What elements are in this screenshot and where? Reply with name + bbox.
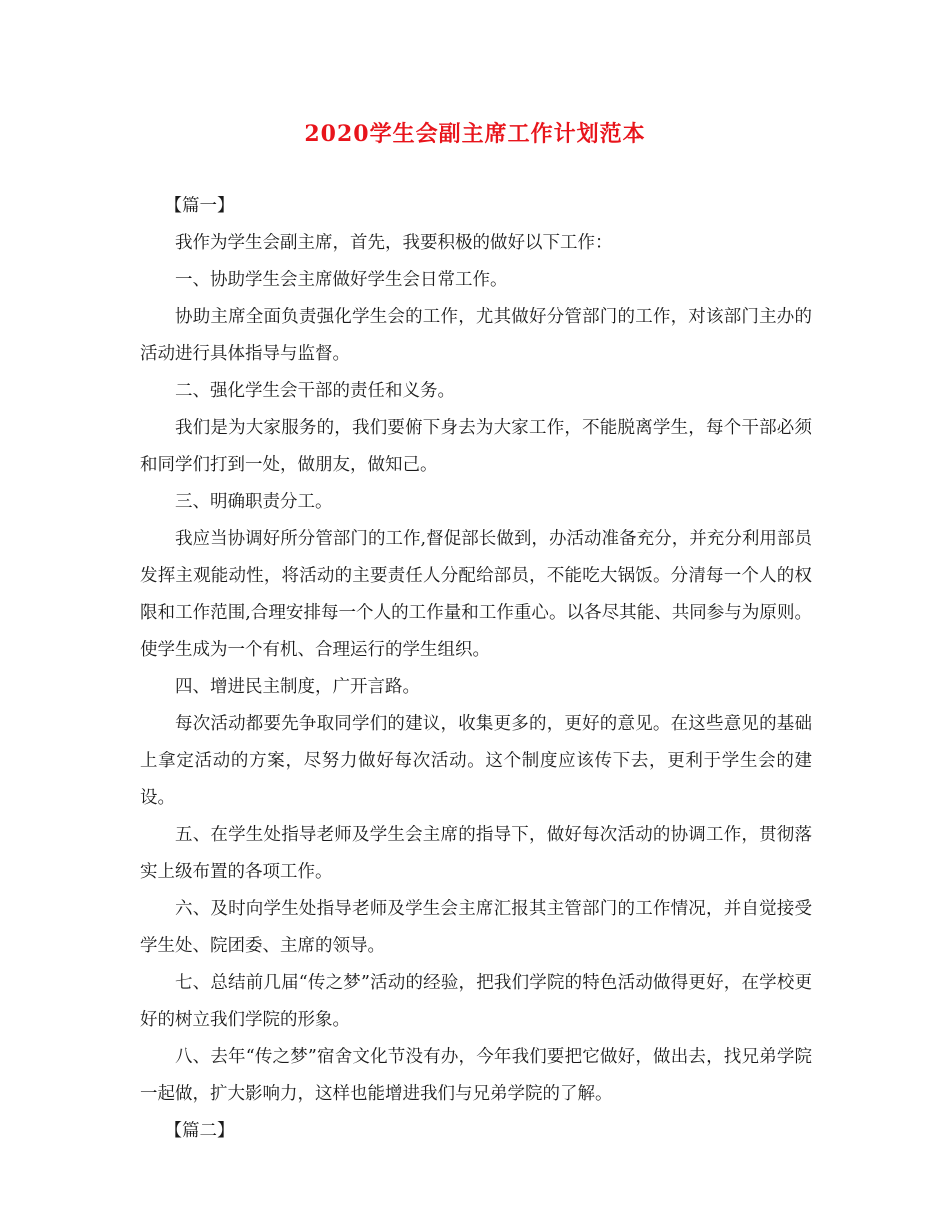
paragraph: 七、总结前几届“传之梦”活动的经验，把我们学院的特色活动做得更好，在学校更好的树立我们学院的形象。 — [140, 973, 812, 1030]
paragraph: 二、强化学生会干部的责任和义务。 — [175, 381, 455, 401]
paragraph: 一、协助学生会主席做好学生会日常工作。 — [175, 270, 508, 290]
paragraph: 我应当协调好所分管部门的工作,督促部长做到，办活动准备充分，并充分利用部员发挥主观能动性，将活动的主要责任人分配给部员，不能吃大锅饭。分清每一个人的权限和工作范围,合理安排每一个人的工作量和工作重心。以各尽其能、共同参与为原则。使学生成为一个有机、合理运行的学生组织。 — [140, 529, 812, 660]
paragraph: 三、明确职责分工。 — [175, 492, 333, 512]
paragraph: 四、增进民主制度，广开言路。 — [175, 677, 420, 697]
paragraph: 我作为学生会副主席，首先，我要积极的做好以下工作： — [175, 233, 613, 253]
section-heading: 【篇一】 — [164, 196, 235, 216]
paragraph: 每次活动都要先争取同学们的建议，收集更多的，更好的意见。在这些意见的基础上拿定活动的方案，尽努力做好每次活动。这个制度应该传下去，更利于学生会的建设。 — [140, 714, 812, 808]
section-heading: 【篇二】 — [164, 1121, 235, 1141]
paragraph: 六、及时向学生处指导老师及学生会主席汇报其主管部门的工作情况，并自觉接受学生处、院团委、主席的领导。 — [140, 899, 812, 956]
document-body — [140, 188, 812, 1150]
paragraph: 五、在学生处指导老师及学生会主席的指导下，做好每次活动的协调工作，贯彻落实上级布置的各项工作。 — [140, 825, 812, 882]
paragraph: 八、去年“传之梦”宿舍文化节没有办，今年我们要把它做好，做出去，找兄弟学院一起做，扩大影响力，这样也能增进我们与兄弟学院的了解。 — [140, 1047, 812, 1104]
paragraph: 我们是为大家服务的，我们要俯下身去为大家工作，不能脱离学生，每个干部必须和同学们打到一处，做朋友，做知己。 — [140, 418, 812, 475]
paragraph: 协助主席全面负责强化学生会的工作，尤其做好分管部门的工作，对该部门主办的活动进行具体指导与监督。 — [140, 307, 812, 364]
document-title: 2020学生会副主席工作计划范本 — [304, 121, 646, 147]
